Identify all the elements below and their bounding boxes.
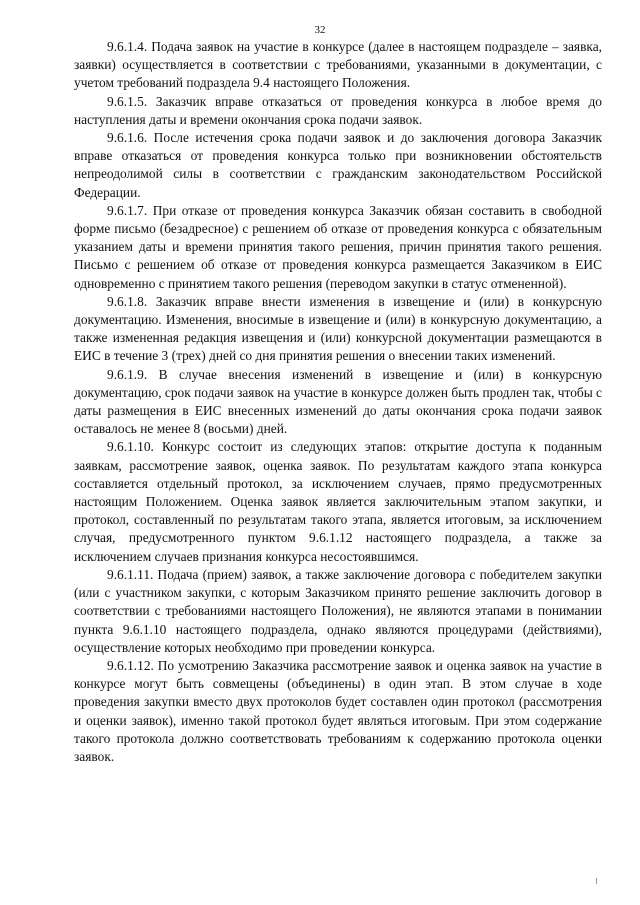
paragraph-9-6-1-9: 9.6.1.9. В случае внесения изменений в извещение и (или) в конкурсную документацию, срок подачи заявок на участие в конкурсе должен быть продлен так, чтобы с даты размещения в ЕИС внесенных изменений до даты окончания срока подачи заявок оставалось не менее 8 (восьми) дней.: [74, 366, 602, 437]
paragraph-9-6-1-10: 9.6.1.10. Конкурс состоит из следующих этапов: открытие доступа к поданным заявкам, рассмотрение заявок, оценка заявок. По результатам каждого этапа конкурса составляется отдельный протокол, за исключением случаев, прямо предусмотренных настоящим Положением. Оценка заявок является заключительным этапом закупки, и протокол, составленный по результатам такого этапа, является итоговым, за исключением случая, предусмотренного пунктом 9.6.1.12 настоящего подраздела, а также за исключением случаев признания конкурса несостоявшимся.: [74, 439, 602, 564]
paragraph-9-6-1-11: 9.6.1.11. Подача (прием) заявок, а также заключение договора с победителем закупки (или с участником закупки, с которым Заказчиком принято решение заключить договор в соответствии с требованиями настоящего Положения), не являются этапами в понимании пункта 9.6.1.10 настоящего подраздела, однако являются процедурами (действиями), осуществление которых необходимо при проведении конкурса.: [74, 566, 602, 655]
paragraph-9-6-1-7: 9.6.1.7. При отказе от проведения конкурса Заказчик обязан составить в свободной форме письмо (безадресное) с решением об отказе от проведения конкурса с обязательным указанием даты и времени принятия такого решения, причин принятия такого решения. Письмо с решением об отказе от проведения конкурса размещается Заказчиком в ЕИС одновременно с принятием такого решения (переводом закупки в статус отмененной).: [74, 202, 602, 291]
paragraph-9-6-1-4: 9.6.1.4. Подача заявок на участие в конкурсе (далее в настоящем подразделе – заявка, заявки) осуществляется в соответствии с требованиями, указанными в документации, с учетом требований подраздела 9.4 настоящего Положения.: [74, 39, 602, 91]
paragraph-9-6-1-8: 9.6.1.8. Заказчик вправе внести изменения в извещение и (или) в конкурсную документацию. Изменения, вносимые в извещение и (или) в конкурсную документацию, а также измененная редакция извещения и (или) конкурсной документации размещаются в ЕИС в течение 3 (трех) дней со дня принятия решения о внесении таких изменений.: [74, 293, 602, 364]
paragraph-9-6-1-5: 9.6.1.5. Заказчик вправе отказаться от проведения конкурса в любое время до наступления даты и времени окончания срока подачи заявок.: [74, 93, 602, 127]
page-number: 32: [314, 24, 326, 36]
scan-edge-mark: [596, 878, 597, 884]
paragraph-9-6-1-6: 9.6.1.6. После истечения срока подачи заявок и до заключения договора Заказчик вправе отказаться от проведения конкурса только при возникновении обстоятельств непреодолимой силы в соответствии с гражданским законодательством Российской Федерации.: [74, 130, 602, 200]
document-body: [74, 38, 602, 766]
paragraph-9-6-1-12: 9.6.1.12. По усмотрению Заказчика рассмотрение заявок и оценка заявок на участие в конкурсе могут быть совмещены (объединены) в один этап. В этом случае в ходе проведения закупки вместо двух протоколов будет составлен один протокол (рассмотрения и оценки заявок), именно такой протокол будет являться итоговым. При этом содержание такого протокола должно соответствовать требованиям к содержанию протокола оценки заявок.: [74, 657, 602, 764]
